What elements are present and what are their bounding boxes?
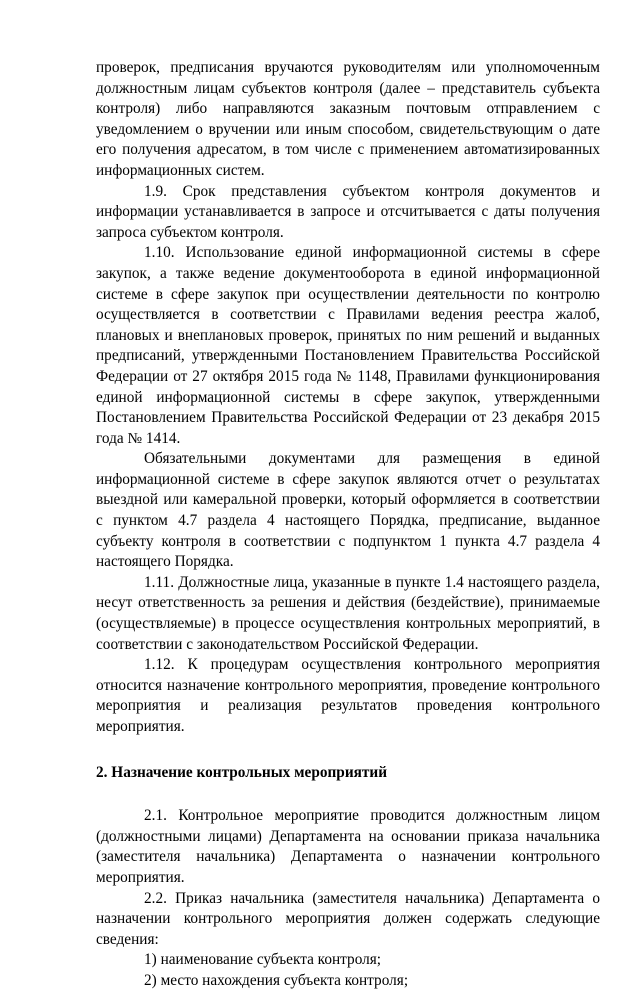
document-page — [96, 58, 600, 992]
paragraph-mandatory-documents: Обязательными документами для размещения в единой информационной системе в сфере закупок являются отчет о результатах выездной или камеральной проверки, который оформляется в соответствии с пунктом 4.7 раздела 4 настоящего Порядка, предписание, выданное субъекту контроля в соответствии с подпунктом 1 пункта 4.7 раздела 4 настоящего Порядка. — [96, 450, 600, 571]
section-heading: 2. Назначение контрольных мероприятий — [96, 763, 388, 781]
paragraph-1-11: 1.11. Должностные лица, указанные в пункте 1.4 настоящего раздела, несут ответственность за решения и действия (бездействие), принимаемые (осуществляемые) в процессе осуществления контрольных мероприятий, в соответствии с законодательством Российской Федерации. — [96, 573, 600, 653]
paragraph-continuation: проверок, предписания вручаются руководителям или уполномоченным должностным лицам субъектов контроля (далее – представитель субъекта контроля) либо направляются заказным почтовым отправлением с уведомлением о вручении или иным способом, свидетельствующим о дате его получения адресатом, в том числе с применением автоматизированных информационных систем. — [96, 59, 600, 179]
paragraph-2-1: 2.1. Контрольное мероприятие проводится должностным лицом (должностными лицами) Департамента на основании приказа начальника (заместителя начальника) Департамента о назначении контрольного мероприятия. — [96, 807, 600, 886]
paragraph-1-9: 1.9. Срок представления субъектом контроля документов и информации устанавливается в запросе и отсчитывается с даты получения запроса субъектом контроля. — [96, 182, 600, 241]
list-item-1: 1) наименование субъекта контроля; — [144, 951, 382, 969]
paragraph-1-12: 1.12. К процедурам осуществления контрольного мероприятия относится назначение контрольного мероприятия, проведение контрольного мероприятия и реализация результатов проведения контрольного мероприятия. — [96, 656, 600, 735]
paragraph-2-2: 2.2. Приказ начальника (заместителя начальника) Департамента о назначении контрольного мероприятия должен содержать следующие сведения: — [96, 889, 600, 948]
list-item-2: 2) место нахождения субъекта контроля; — [144, 971, 409, 989]
paragraph-1-10: 1.10. Использование единой информационной системы в сфере закупок, а также ведение документооборота в единой информационной системе в сфере закупок при осуществлении деятельности по контролю осуществляется в соответствии с Правилами ведения реестра жалоб, плановых и внеплановых проверок, принятых по ним решений и выданных предписаний, утвержденными Постановлением Правительства Российской Федерации от 27 октября 2015 года № 1148, Правилами функционирования единой информационной системы в сфере закупок, утвержденными Постановлением Правительства Российской Федерации от 23 декабря 2015 года № 1414. — [96, 244, 600, 447]
